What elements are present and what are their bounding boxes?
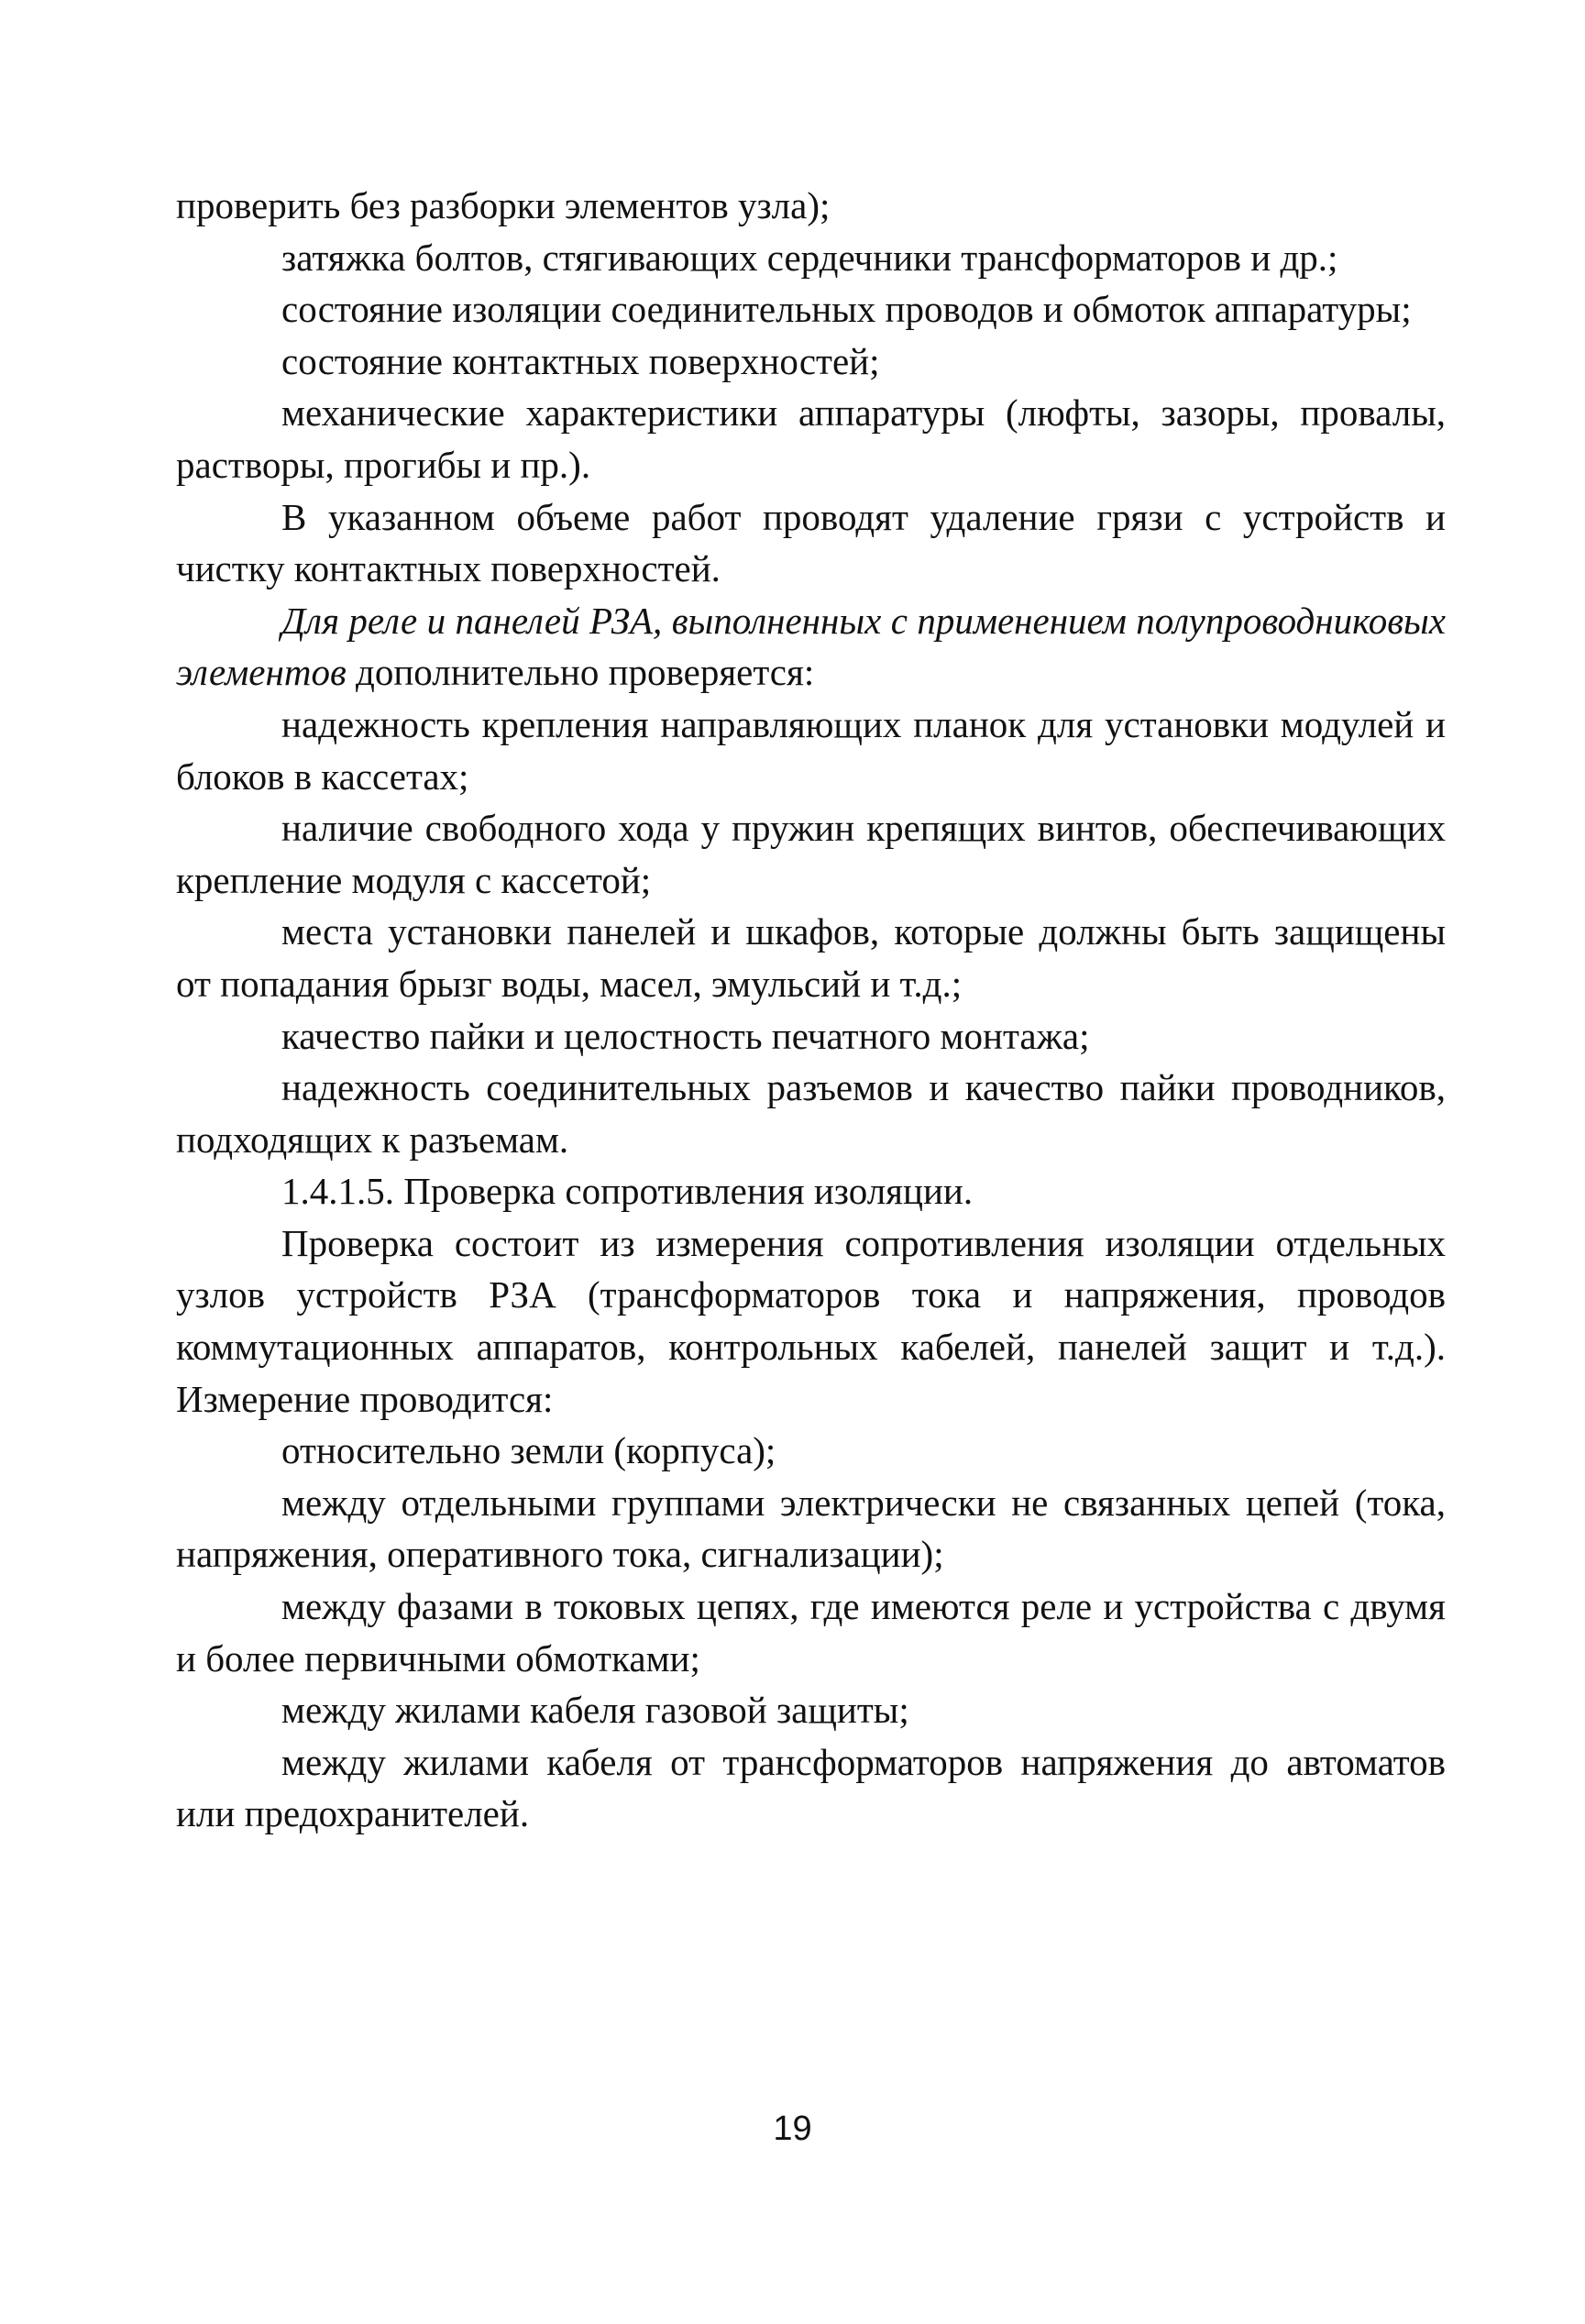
paragraph-15: относительно земли (корпуса); (281, 1429, 776, 1472)
paragraph-14: Проверка состоит из измерения сопротивления изоляции отдельных узлов устройств РЗА (трансформаторов тока и напряжения, проводов коммутационных аппаратов, контрольных кабелей, панелей защит и т.д.). Измерение проводится: (176, 1221, 1446, 1420)
paragraph-18: между жилами кабеля газовой защиты; (281, 1689, 909, 1732)
paragraph-3: состояние изоляции соединительных проводов и обмоток аппаратуры; (281, 288, 1412, 331)
paragraph-7-tail: дополнительно проверяется: (346, 651, 815, 694)
section-heading: 1.4.1.5. Проверка сопротивления изоляции. (281, 1170, 974, 1213)
paragraph-9: наличие свободного хода у пружин крепящих винтов, обеспечивающих крепление модуля с кассетой; (176, 807, 1446, 901)
paragraph-4: состояние контактных поверхностей; (281, 339, 880, 382)
body-text (176, 180, 1446, 1840)
paragraph-6: В указанном объеме работ проводят удаление грязи с устройств и чистку контактных поверхностей. (176, 495, 1446, 590)
paragraph-5: механические характеристики аппаратуры (люфты, зазоры, провалы, растворы, прогибы и пр.). (176, 391, 1446, 486)
paragraph-11: качество пайки и целостность печатного монтажа; (281, 1014, 1090, 1057)
paragraph-7 (176, 595, 1446, 699)
page-number: 19 (773, 2109, 812, 2148)
paragraph-17: между фазами в токовых цепях, где имеются реле и устройства с двумя и более первичными обмотками; (176, 1585, 1446, 1680)
paragraph-19: между жилами кабеля от трансформаторов напряжения до автоматов или предохранителей. (176, 1740, 1446, 1835)
italic-lead: Для реле и панелей РЗА, выполненных с применением полупроводниковых элементов (176, 599, 1446, 694)
paragraph-8: надежность крепления направляющих планок для установки модулей и блоков в кассетах; (176, 702, 1446, 798)
paragraph-2: затяжка болтов, стягивающих сердечники трансформаторов и др.; (281, 236, 1338, 279)
paragraph-10: места установки панелей и шкафов, которые должны быть защищены от попадания брызг воды, масел, эмульсий и т.д.; (176, 910, 1446, 1005)
paragraph-1: проверить без разборки элементов узла); (176, 184, 831, 226)
paragraph-16: между отдельными группами электрически не связанных цепей (тока, напряжения, оперативного тока, сигнализации); (176, 1481, 1446, 1576)
paragraph-12: надежность соединительных разъемов и качество пайки проводников, подходящих к разъемам. (176, 1066, 1446, 1161)
